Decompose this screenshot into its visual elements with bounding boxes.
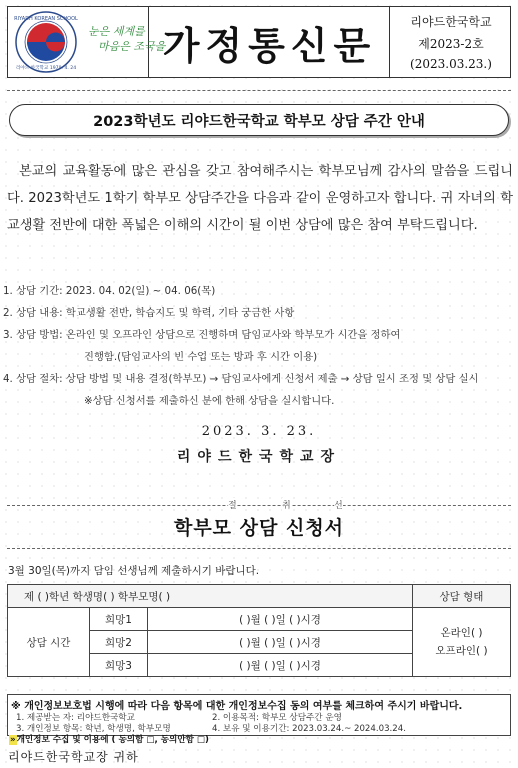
- pref-2-slot[interactable]: ( )월 ( )일 ( )시경: [148, 631, 413, 654]
- application-table: [7, 584, 511, 677]
- grade-student-parent-cell[interactable]: 제 ( )학년 학생명( ) 학부모명( ): [8, 585, 413, 608]
- closing-school: 리야드한국학교장: [176, 449, 342, 465]
- consent-line[interactable]: [9, 733, 209, 745]
- pref-1-slot[interactable]: ( )월 ( )일 ( )시경: [148, 608, 413, 631]
- item-method: 3. 상담 방법: 온라인 및 오프라인 상담으로 진행하며 담임교사와 학부모가 시간을 정하여: [3, 329, 401, 341]
- item-period: 1. 상담 기간: 2023. 04. 02(일) ~ 04. 06(목): [3, 285, 216, 297]
- school-emblem-icon: [14, 10, 78, 74]
- footer-recipient: 리야드한국학교장 귀하: [8, 750, 139, 764]
- privacy-notice-title: ※ 개인정보보호법 시행에 따라 다음 항목에 대한 개인정보수집 동의 여부를 체크하여 주시기 바랍니다.: [11, 701, 463, 712]
- item-procedure: 4. 상담 절차: 상담 방법 및 내용 결정(학부모) → 담임교사에게 신청서 제출 → 상담 일시 조정 및 상담 실시: [3, 373, 479, 385]
- pref-1-label: 희망1: [90, 608, 148, 631]
- issue-date: (2023.03.23.): [410, 56, 492, 71]
- closing-date: 2023. 3. 23.: [201, 424, 317, 439]
- title-cell: [150, 6, 390, 78]
- cutline-char-2: 취: [282, 498, 291, 511]
- slogan-line-2: 마음은 조국을: [98, 40, 166, 53]
- form-instruction: 3월 30일(목)까지 담임 선생님께 제출하시기 바랍니다.: [8, 565, 260, 577]
- option-offline[interactable]: 오프라인( ): [435, 645, 488, 657]
- cut-line: [7, 505, 511, 506]
- cutline-char-3: 선: [334, 498, 343, 511]
- notice-line-1a: 1. 제공받는 자: 리야드한국학교: [16, 713, 135, 723]
- consent-text[interactable]: 개인정보 수집 및 이용에 ( 동의함 □, 동의안함 □): [16, 735, 209, 745]
- cutline-char-1: 절: [228, 498, 237, 511]
- pref-3-label: 희망3: [90, 654, 148, 677]
- form-title: 학부모 상담 신청서: [173, 517, 345, 539]
- issue-cell: [391, 6, 511, 78]
- highlight-arrow-icon: »: [10, 735, 16, 745]
- section-title-box: [9, 104, 509, 136]
- intro-paragraph: 본교의 교육활동에 많은 관심을 갖고 참여해주시는 학부모님께 감사의 말씀을 드립니다. 2023학년도 1학기 학부모 상담주간을 다음과 같이 운영하고자 합니다. 귀 자녀의 학교생활 전반에 대한 폭넓은 이해의 시간이 될 이번 상담에 많은 참여 부탁드립니다.: [7, 164, 513, 233]
- time-label: 상담 시간: [8, 608, 90, 677]
- item-method-cont: 진행함.(담임교사의 빈 수업 또는 방과 후 시간 이용): [84, 351, 318, 363]
- option-online[interactable]: 온라인( ): [440, 627, 483, 639]
- newsletter-title: 가정통신문: [162, 22, 377, 68]
- notice-line-1b: 2. 이용목적: 학부모 상담주간 운영: [212, 713, 342, 723]
- issue-number: 제2023-2호: [418, 36, 484, 51]
- divider: [7, 90, 511, 91]
- item-content: 2. 상담 내용: 학교생활 전반, 학습지도 및 학력, 기타 궁금한 사항: [3, 307, 295, 319]
- slogan-line-1: 눈은 세계를: [88, 25, 145, 38]
- item-procedure-note: ※상담 신청서를 제출하신 분에 한해 상담을 실시합니다.: [84, 395, 335, 407]
- form-divider: [7, 548, 511, 549]
- logo-ring-text-ko: 리야드 한국학교 1979. 4. 24: [15, 66, 77, 71]
- pref-2-label: 희망2: [90, 631, 148, 654]
- notice-line-2a: 3. 개인정보 항목: 학년, 학생명, 학부모명: [16, 724, 171, 734]
- type-header: 상담 형태: [413, 585, 511, 608]
- logo-ring-text: RIYADH KOREAN SCHOOL: [14, 16, 78, 22]
- type-options[interactable]: [413, 608, 511, 677]
- pref-3-slot[interactable]: ( )월 ( )일 ( )시경: [148, 654, 413, 677]
- notice-line-2b: 4. 보유 및 이용기간: 2023.03.24.~ 2024.03.24.: [212, 724, 406, 734]
- header-school-name: 리야드한국학교: [410, 15, 492, 30]
- section-title: 2023학년도 리야드한국학교 학부모 상담 주간 안내: [93, 113, 425, 130]
